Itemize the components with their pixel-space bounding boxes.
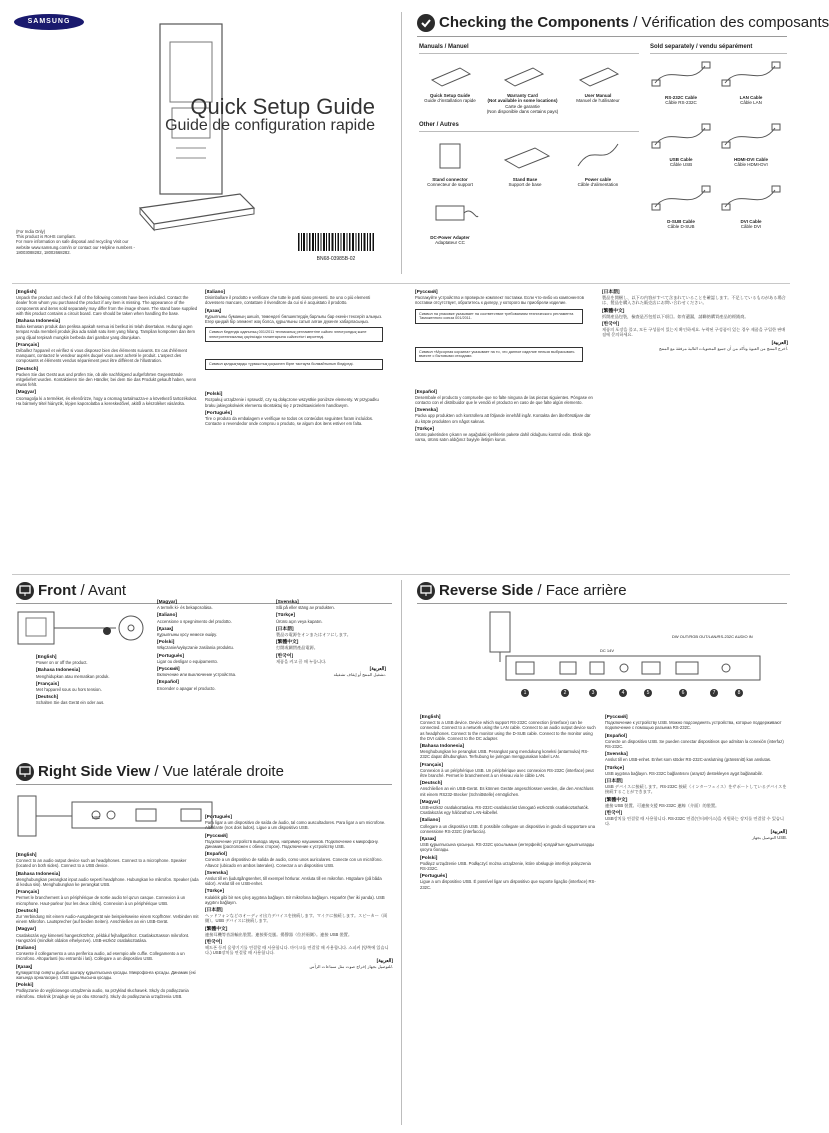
other-item: DC-Power Adapter Adaptateur CC xyxy=(420,196,480,246)
monitor-icon xyxy=(417,582,435,600)
right-side-title: Right Side View / Vue latérale droite xyxy=(38,763,284,780)
cable-item: DVI Cable Câble DVI xyxy=(720,182,782,230)
cable-item: LAN Cable Câble LAN xyxy=(720,58,782,106)
front-illustration xyxy=(16,608,146,648)
front-title: Front / Avant xyxy=(38,582,127,599)
unpack-col-4: [日本語] 製品を開梱し、以下の内容がすべて含まれていることを確認します。不足しているものがある場合は、製品を購入された販売店にお問い合わせください。 [繁體中文] 拆開產品包裝，檢查是否包括以下項目。如有遺漏，請聯絡購買產品的經銷商。 [한국어] 제품의 포장을 풀고, 모든 구성품이 있는지 확인하세요. 누락된 구성품이 있는 경우 제품을 구입한 판매점에 문의하세요. [العربية] أخرج المنتج من العبوة وتأكد من أن جميع المحتويات التالية مرفقة مع المنتج. xyxy=(602,290,788,351)
front-text-mid: [Magyar] A termék ki- és bekapcsolása. [Italiano] Accensione o spegnimento del prodotto. [Қазақ] Құрылғыны қосу немесе өшіру. [Polski] Włączanie/wyłączanie zasilania produktu. [Português] Ligar ou desligar o equipamento. [Русский] Включение или выключение устройства. [Español] Encender o apagar el producto. xyxy=(157,600,237,691)
port-number-8: 8 xyxy=(735,689,743,697)
manual-item: Warranty Card (Not available in some locations) Carte de garantie (Non disponible dans certains pays) xyxy=(480,58,565,115)
power-button-marker xyxy=(103,627,111,635)
port-number-5: 5 xyxy=(644,689,652,697)
reverse-rule xyxy=(417,603,787,604)
cable-item: RS-232C Cable Câble RS-232C xyxy=(650,58,712,106)
barcode xyxy=(298,233,374,262)
front-text-left: [English] Power on or off the product. [Bahasa Indonesia] Menghidupkan atau mematikan produk. [Français] Met l'appareil sous ou hors tension. [Deutsch] Schalten Sie das Gerät ein oder aus. xyxy=(36,655,110,706)
manuals-rule xyxy=(419,53,639,54)
port-number-1: 1 xyxy=(521,689,529,697)
warning-box: Символ Кедендік одағының 001/2011 техникалық регламентіне сәйкес электрондық және электротехникалық қауіпсіздік талаптарына сәйкестікті көрсетеді. xyxy=(205,327,383,342)
other-item: Stand connector Connecteur de support xyxy=(420,138,480,188)
reverse-text-right: [Русский] Подключение к устройству USB. Можно подсоединять устройства, которые поддерживают подключение с помощью разъема RS-232C. [Español] Conecte un dispositivo USB. Se pueden conectar dispositivos que admitan la conexión (interfaz) RS-232C. [Svenska] Anslut till en USB-enhet. Enhet som stöder RS-232C-anslutning (gränssnitt) kan anslutas. [Türkçe] USB aygıtına bağlayın. RS-232C bağlantısını (arayüz) destekleyen aygıt bağlanabilir. [日本語] USB デバイスに接続します。RS-232C 接続（インターフェイス）をサポートしているデバイスを接続することができます。 [繁體中文] 連接 USB 裝置。可連接支援 RS-232C 連線（介面）的裝置。 [한국어] USB장치를 연결할 때 사용합니다. RS-232C 연결(인터페이스)을 지원하는 장치를 연결할 수 있습니다. [العربية] التوصيل بجهاز USB. xyxy=(605,715,787,840)
guide-subtitle: Guide de configuration rapide xyxy=(165,117,375,134)
unpack-col-2: [Italiano] Disimballare il prodotto e verificare che tutte le parti siano presenti. Se uno o più elementi dovessero mancare, contattare il rivenditore da cui si è acquistato il prodotto. [Қазақ] Құрылғыны буманың шешіп, төмендегі бөлшектердің барлығы бар екенін тексеріп алыңыз. Егер қандай бір элемент жоқ болса, құрылғыны сатып алған дүкенге хабарласыңыз. Символ Кедендік одағының 001/2011 техникалық регламентіне сәйкес электрондық және электротехникалық қауіпсіздік талаптарына сәйкестікті көрсетеді. Символ қалдықтарды тұрмыстық қоқыспен бірге тастауға болмайтынын білдіреді. [Polski] Rozpakuj urządzenie i sprawdź, czy są dołączone wszystkie poniższe elementy. W przypadku braku jakiegokolwiek elementu skontaktuj się z przedstawicielem handlowym. [Português] Tire o produto da embalagem e verifique se todos os conteúdos seguintes foram incluídos. Contacte o revendedor onde comprou o produto, se algum dos itens estiver em falta. xyxy=(205,290,383,427)
cable-item: HDMI-DVI Cable Câble HDMI-DVI xyxy=(720,120,782,168)
other-label: Other / Autres xyxy=(419,122,459,128)
port-number-7: 7 xyxy=(710,689,718,697)
sold-separately-label: Sold separately / vendu séparément xyxy=(650,44,753,50)
reverse-text-left: [English] Connect to a USB device. Device which support RS-232C connection (interface) can be connected. Connect to a network using the LAN cable. Connect to an audio output device such as headphones. Connect to the monitor using the D-SUB cable. Connect to the monitor using the DVI cable. Connect to the DC adapter. [Bahasa Indonesia] Menghubungkan ke perangkat USB. Perangkat yang mendukung koneksi (antarmuka) RS-232C dapat dihubungkan. Terhubung ke jaringan menggunakan kabel LAN. [Français] Connexion à un périphérique USB. Un périphérique avec connexion RS-232C (interface) peut être branché. Permet le branchement à un réseau via le câble LAN. [Deutsch] Anschließen an ein USB-Gerät. Es können Geräte angeschlossen werden, die den Anschluss mit einem RS232-Stecker (Schnittstelle) ermöglichen. [Magyar] USB-eszköz csatlakoztatása. RS-232C-csatlakozást támogató eszközök csatlakoztathatók. Csatlakozás egy hálózathoz LAN-kábellel. [Italiano] Collegare a un dispositivo USB. È possibile collegare un dispositivo in grado di supportare una connessione RS-232C (interfaccia). [Қазақ] USB құрылғысына қосыңыз. RS-232C қосылымын (интерфейс) қолдайтын құрылғыларды қосуға болады. [Polski] Podłącz urządzenie USB. Podłączyć można urządzenie, które obsługuje interfejs połączenia RS-232C. [Português] Ligue a um dispositivo USB. É possível ligar um dispositivo que suporte ligação (interface) RS-232C. xyxy=(420,715,596,890)
manuals-label: Manuals / Manuel xyxy=(419,44,469,50)
monitor-icon xyxy=(16,763,34,781)
center-divider-top xyxy=(401,12,402,274)
checklist-icon xyxy=(417,14,435,32)
right-side-illustration xyxy=(16,792,216,842)
warning-box: Символ «Мусорная корзина» указывает на то, что данное изделие нельзя выбрасывать вместе с бытовыми отходами. xyxy=(415,347,583,362)
other-rule xyxy=(419,131,639,132)
port-number-2: 2 xyxy=(561,689,569,697)
components-title: Checking the Components / Vérification des composants xyxy=(439,14,829,31)
manual-item: Quick Setup Guide Guide d'installation rapide xyxy=(420,58,480,104)
reverse-illustration xyxy=(420,610,790,700)
unpack-col-1: [English] Unpack the product and check if all of the following contents have been included. Contact the dealer from whom you purchased the product if any item is missing. The appearance of the components and items sold separately may differ from the image shown. The stand base supplied with this product contains a circuit board. Care should be taken when handling the base. [Bahasa Indonesia] Buka kemasan produk dan periksa apakah semua isi berikut ini telah disertakan. Hubungi agen tempat Anda membeli produk jika ada salah satu item yang hilang. Tampilan komponen dan item yang dijual terpisah mungkin berbeda dari gambar yang ditunjukan. [Français] Déballez l'appareil et vérifiez si vous disposez bien des éléments suivants. En cas d'élément manquant, contactez le vendeur auprès duquel vous avez acheté le produit. L'aspect des composants et éléments vendus séparément peut être différent de l'illustration. [Deutsch] Packen Sie das Gerät aus und prüfen Sie, ob alle nachfolgend aufgeführten Gegenstände mitgeliefert wurden. Kontaktieren Sie den Händler, bei dem Sie das Produkt gekauft haben, wenn etwas fehlt. [Magyar] Csomagolja ki a terméket, és ellenőrizze, hogy a csomag tartalmazza-e a következő tartozékokat. Ha bármely tétel hiányzik, lépjen kapcsolatba a kereskedővel, akitől a készüléket vásárolta. xyxy=(16,290,198,406)
cable-item: USB Cable Câble USB xyxy=(650,120,712,168)
mic-label: MIC xyxy=(92,815,101,820)
other-item: Power cable Câble d'alimentation xyxy=(568,138,628,188)
barcode-number: BN68-03985B-02 xyxy=(316,256,356,262)
components-rule xyxy=(417,36,787,37)
front-text-right: [Svenska] Slå på eller stäng av produkten. [Türkçe] Ürünü açın veya kapatın. [日本語] 製品の電源をオンまたはオフにします。 [繁體中文] 打開或關閉產品電源。 [한국어] 제품을 켜고 끌 때 누릅니다. [العربية] تشغيل المنتج أو إيقاف تشغيله. xyxy=(276,600,386,678)
right-side-text-left: [English] Connect to an audio output device such as headphones. Connect to a microphone. Speaker (located on both sides). Connect to a USB device. [Bahasa Indonesia] Menghubungkan perangkat input audio seperti headphone. Hubungkan ke mikrofon. Speaker (ada di kedua sisi). Menghubungkan ke perangkat USB. [Français] Permet le branchement à un périphérique de sortie audio tel qu'un casque. Connexion à un microphone. Haut-parleur (sur les deux côtés). Connexion à un périphérique USB. [Deutsch] Zur Verbindung mit einem Audio-Ausgabegerät wie beispielsweise einem Kopfhörer. Verbinden mit einem Mikrofon. Lautsprecher (auf beiden Seiten). Anschließen an ein USB-Gerät. [Magyar] Csatlakozás egy kimeneti hangeszközhöz, például fejhallgatóhoz. Csatlakoztasson mikrofont. Hangszóró (mindkét oldalon elhelyezve). USB-eszköz csatlakoztatása. [Italiano] Consente il collegamento a una periferica audio, ad esempio alle cuffie. Collegamento a un microfono. Altoparlanti (su entrambi i lati). Collegare a un dispositivo USB. [Қазақ] Құлаққаптар сияқты дыбыс шығару құрылғысына қосады. Микрофонға қосады. Динамик (екі жағында орналасқан). USB құрылғысына қосады. [Polski] Podłączanie do wyjściowego urządzenia audio, na przykład słuchawek. Służy do podłączania mikrofonu. Głośnik (znajduje się po obu stronach). Służy do podłączania urządzenia USB. xyxy=(16,853,199,999)
sold-rule xyxy=(650,53,787,54)
dc-port-label: DC 14V xyxy=(600,648,615,653)
port-number-4: 4 xyxy=(619,689,627,697)
manual-item: User Manual Manuel de l'utilisateur xyxy=(568,58,628,104)
section-rule-1 xyxy=(12,283,790,284)
right-side-text-right: [Português] Para ligar a um dispositivo de saída de áudio, tal como auscultadores. Para ligar a um microfone. Altifalante (nos dois lados). Ligue a um dispositivo USB. [Русский] Подключение устройств вывода звука, например наушников. Подключение к микрофону. Динамик (расположен с обеих сторон). Подключение к устройству USB. [Español] Conecte a un dispositivo de salida de audio, como unos auriculares. Conecte con un micrófono. Altavoz (ubicado en ambos laterales). Conectar a un dispositivo USB. [Svenska] Anslut till en ljudutgångsenhet, till exempel hörlurar. Ansluta till en mikrofon. Högtalare (på båda sidor). Anslut till en USB-enhet. [Türkçe] Kulaklık gibi bir ses çıkış aygıtına bağlayın. Bir mikrofona bağlayın. Hoparlör (her iki yanda). USB aygıtını bağlayın. [日本語] ヘッドフォンなどのオーディオ出力デバイスを接続します。マイクに接続します。スピーカー（両側）。USB デバイスに接続します。 [繁體中文] 連接耳機等音訊輸出裝置。連接麥克風。揚聲器（位於兩側）。連接 USB 裝置。 [한국어] 헤드폰 등의 음향기기를 연결할 때 사용합니다. 마이크를 연결할 때 사용합니다. 스피커 (양쪽에 있습니다.) USB장치를 연결할 때 사용합니다. [العربية] للتوصيل بجهاز إخراج صوت مثل سماعات الرأس. xyxy=(205,815,393,969)
guide-title: Quick Setup Guide xyxy=(190,94,375,119)
cable-item: D-SUB Cable Câble D-SUB xyxy=(650,182,712,230)
center-divider-bottom xyxy=(401,580,402,1125)
port-number-6: 6 xyxy=(679,689,687,697)
india-note: (For India Only) This product is RoHS compliant. For more information on safe disposal and recycling Visit our website www.samsung.com/in or contact our Helpline numbers - 18003088282, 18002668282. xyxy=(16,229,135,255)
ports-label: DW OUT/RGB OUT/LAN/RS-232C AUDIO IN xyxy=(672,634,753,639)
right-side-rule xyxy=(16,784,392,785)
other-item: Stand Base Support de base xyxy=(495,138,555,188)
reverse-title: Reverse Side / Face arrière xyxy=(439,582,627,599)
warning-box: Символ на упаковке указывает на соответствие требованиям технического регламента Таможенного союза 001/2011. xyxy=(415,309,583,324)
unpack-col-3: [Русский] Распакуйте устройство и проверьте комплект поставки. Если что-либо из компонентов поставки отсутствует, обратитесь к дилеру, у которого вы приобрели изделие. Символ на упаковке указывает на соответствие требованиям технического регламента Таможенного союза 001/2011. Символ «Мусорная корзина» указывает на то, что данное изделие нельзя выбрасывать вместе с бытовыми отходами. [Español] Desembale el producto y compruebe que no falte ninguna de las piezas siguientes. Póngase en contacto con el distribuidor que le vendió el producto en caso de que falte algún elemento. [Svenska] Packa upp produkten och kontrollera att följande innehåll ingår. Kontakta den återförsäljare där du köpte produkten om något saknas. [Türkçe] Ürünü paketinden çıkarın ve aşağıdaki içeriklerin pakete dahil olduğunu kontrol edin. Eksik öğe varsa, ürünü satın aldığınız bayiyle iletişim kurun. xyxy=(415,290,593,443)
section-rule-2 xyxy=(12,574,790,575)
samsung-logo: SAMSUNG xyxy=(14,14,84,30)
warning-box: Символ қалдықтарды тұрмыстық қоқыспен бірге тастауға болмайтынын білдіреді. xyxy=(205,359,383,370)
monitor-icon xyxy=(16,582,34,600)
port-number-3: 3 xyxy=(589,689,597,697)
